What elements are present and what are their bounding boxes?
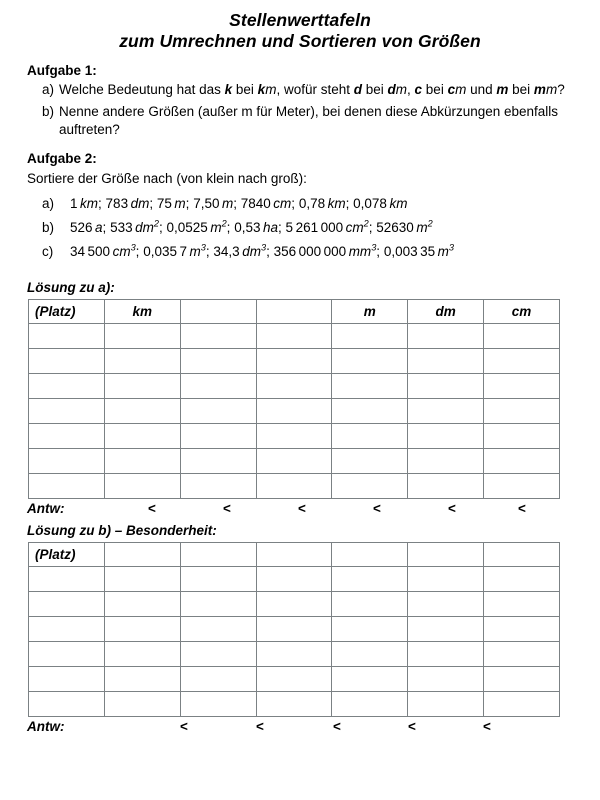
table-cell[interactable] <box>29 591 105 616</box>
table-row[interactable] <box>29 616 560 641</box>
table-cell[interactable] <box>484 641 560 666</box>
table-cell[interactable] <box>180 691 256 716</box>
table-row[interactable] <box>29 691 560 716</box>
table-row[interactable] <box>29 348 560 373</box>
table-cell[interactable] <box>332 666 408 691</box>
table-cell[interactable] <box>256 398 332 423</box>
less-than-mark: < <box>256 718 264 734</box>
table-cell[interactable] <box>408 323 484 348</box>
sort-row-a-marker: a) <box>42 195 55 211</box>
column-header-platz: (Platz) <box>29 299 105 323</box>
table-row[interactable] <box>29 591 560 616</box>
table-cell[interactable] <box>29 323 105 348</box>
column-header-km: km <box>104 299 180 323</box>
table-cell[interactable] <box>104 616 180 641</box>
table-cell[interactable] <box>332 691 408 716</box>
table-cell[interactable] <box>104 423 180 448</box>
table-row[interactable] <box>29 641 560 666</box>
column-header-m: m <box>332 299 408 323</box>
answer-label: Antw: <box>27 718 65 734</box>
table-cell[interactable] <box>408 691 484 716</box>
sort-row-b-values: 526 a; 533 $dm^2$; 0,0525 $m^2$; 0,53 ha; 5 261 000 $cm^2$; 52630 $m^2$ <box>70 218 433 235</box>
task-1-heading: Aufgabe 1: <box>27 63 97 78</box>
sort-row-b-marker: b) <box>42 219 55 235</box>
table-cell[interactable] <box>29 691 105 716</box>
table-cell[interactable] <box>29 666 105 691</box>
solution-b-answer-row <box>28 719 572 741</box>
table-cell[interactable] <box>408 373 484 398</box>
table-cell[interactable] <box>484 616 560 641</box>
table-cell[interactable] <box>256 691 332 716</box>
sort-row-b <box>42 219 572 236</box>
task-2-intro: Sortiere der Größe nach (von klein nach groß): <box>27 170 307 186</box>
table-cell[interactable] <box>332 323 408 348</box>
table-cell[interactable] <box>104 591 180 616</box>
table-cell[interactable] <box>332 423 408 448</box>
solution-a-heading: Lösung zu a): <box>27 279 115 295</box>
table-cell[interactable] <box>332 616 408 641</box>
table-cell[interactable] <box>180 473 256 498</box>
table-cell[interactable] <box>484 666 560 691</box>
table-header-row <box>29 299 560 323</box>
table-cell[interactable] <box>180 448 256 473</box>
table-cell[interactable] <box>408 616 484 641</box>
title-line-1: Stellenwerttafeln <box>229 10 371 30</box>
table-cell[interactable] <box>332 591 408 616</box>
table-cell[interactable] <box>29 398 105 423</box>
table-cell[interactable] <box>408 641 484 666</box>
task-1a <box>42 81 572 100</box>
table-cell[interactable] <box>484 373 560 398</box>
table-cell[interactable] <box>408 398 484 423</box>
table-cell[interactable] <box>29 473 105 498</box>
column-header-blank-6 <box>484 542 560 566</box>
table-cell[interactable] <box>180 348 256 373</box>
table-cell[interactable] <box>256 591 332 616</box>
table-cell[interactable] <box>484 348 560 373</box>
table-cell[interactable] <box>332 641 408 666</box>
table-row[interactable] <box>29 666 560 691</box>
table-cell[interactable] <box>180 423 256 448</box>
table-cell[interactable] <box>408 566 484 591</box>
table-cell[interactable] <box>484 423 560 448</box>
column-header-blank-4 <box>332 542 408 566</box>
table-cell[interactable] <box>180 591 256 616</box>
table-cell[interactable] <box>256 616 332 641</box>
table-cell[interactable] <box>484 473 560 498</box>
sort-row-a <box>42 195 572 212</box>
table-cell[interactable] <box>180 323 256 348</box>
table-cell[interactable] <box>332 473 408 498</box>
table-cell[interactable] <box>29 373 105 398</box>
sort-row-c-values: 34 500 $cm^3$; 0,035 7 $m^3$; 34,3 $dm^3$; 356 000 000 $mm^3$; 0,003 35 $m^3$ <box>70 242 455 259</box>
table-cell[interactable] <box>484 591 560 616</box>
table-cell[interactable] <box>29 448 105 473</box>
table-cell[interactable] <box>332 566 408 591</box>
table-cell[interactable] <box>104 566 180 591</box>
less-than-mark: < <box>298 500 306 516</box>
table-cell[interactable] <box>332 348 408 373</box>
table-row[interactable] <box>29 448 560 473</box>
table-header-row <box>29 542 560 566</box>
less-than-mark: < <box>408 718 416 734</box>
table-cell[interactable] <box>332 448 408 473</box>
column-header-platz: (Platz) <box>29 542 105 566</box>
table-cell[interactable] <box>408 666 484 691</box>
table-cell[interactable] <box>104 666 180 691</box>
table-row[interactable] <box>29 398 560 423</box>
table-cell[interactable] <box>408 423 484 448</box>
table-row[interactable] <box>29 566 560 591</box>
table-cell[interactable] <box>484 691 560 716</box>
sort-row-a-values: 1 km; 783 dm; 75 m; 7,50 m; 7840 cm; 0,78 km; 0,078 km <box>70 195 408 211</box>
task-1b-text: Nenne andere Größen (außer m für Meter), bei denen diese Abkürzungen ebenfalls auftreten? <box>59 103 559 137</box>
table-row[interactable] <box>29 423 560 448</box>
table-cell[interactable] <box>29 423 105 448</box>
column-header-blank-2 <box>256 299 332 323</box>
table-cell[interactable] <box>104 323 180 348</box>
sort-row-c-marker: c) <box>42 243 54 259</box>
table-cell[interactable] <box>104 448 180 473</box>
table-cell[interactable] <box>408 448 484 473</box>
table-row[interactable] <box>29 323 560 348</box>
table-cell[interactable] <box>180 666 256 691</box>
title-line-2: zum Umrechnen und Sortieren von Größen <box>119 31 481 51</box>
less-than-mark: < <box>518 500 526 516</box>
table-cell[interactable] <box>256 348 332 373</box>
solution-a-answer-row <box>28 501 572 523</box>
table-cell[interactable] <box>484 566 560 591</box>
table-cell[interactable] <box>256 566 332 591</box>
less-than-mark: < <box>333 718 341 734</box>
table-cell[interactable] <box>256 448 332 473</box>
answer-label: Antw: <box>27 500 65 516</box>
table-cell[interactable] <box>104 373 180 398</box>
table-cell[interactable] <box>29 641 105 666</box>
table-cell[interactable] <box>332 373 408 398</box>
table-cell[interactable] <box>29 348 105 373</box>
table-cell[interactable] <box>484 323 560 348</box>
table-cell[interactable] <box>104 348 180 373</box>
table-cell[interactable] <box>104 398 180 423</box>
table-cell[interactable] <box>484 398 560 423</box>
task-1a-marker: a) <box>42 82 55 97</box>
table-cell[interactable] <box>256 641 332 666</box>
task-1b <box>42 103 572 140</box>
table-cell[interactable] <box>29 616 105 641</box>
table-cell[interactable] <box>180 566 256 591</box>
table-cell[interactable] <box>256 373 332 398</box>
solution-b-heading: Lösung zu b) – Besonderheit: <box>27 522 217 538</box>
table-cell[interactable] <box>484 448 560 473</box>
table-cell[interactable] <box>180 398 256 423</box>
table-cell[interactable] <box>408 348 484 373</box>
less-than-mark: < <box>483 718 491 734</box>
table-cell[interactable] <box>180 641 256 666</box>
table-cell[interactable] <box>104 641 180 666</box>
task-1b-marker: b) <box>42 103 55 119</box>
column-header-dm: dm <box>408 299 484 323</box>
column-header-blank-2 <box>180 542 256 566</box>
table-cell[interactable] <box>408 473 484 498</box>
table-row[interactable] <box>29 473 560 498</box>
less-than-mark: < <box>148 500 156 516</box>
solution-a-table <box>28 299 560 499</box>
column-header-blank-1 <box>104 542 180 566</box>
table-cell[interactable] <box>408 591 484 616</box>
table-cell[interactable] <box>256 423 332 448</box>
table-cell[interactable] <box>332 398 408 423</box>
table-cell[interactable] <box>29 566 105 591</box>
table-cell[interactable] <box>180 373 256 398</box>
table-cell[interactable] <box>256 323 332 348</box>
less-than-mark: < <box>180 718 188 734</box>
less-than-mark: < <box>223 500 231 516</box>
sort-row-c <box>42 243 572 260</box>
table-row[interactable] <box>29 373 560 398</box>
column-header-cm: cm <box>484 299 560 323</box>
task-2-heading: Aufgabe 2: <box>27 150 97 166</box>
table-cell[interactable] <box>104 691 180 716</box>
solution-b-table <box>28 542 560 717</box>
page-title <box>28 10 572 52</box>
column-header-blank-5 <box>408 542 484 566</box>
column-header-blank-3 <box>256 542 332 566</box>
less-than-mark: < <box>373 500 381 516</box>
table-cell[interactable] <box>180 616 256 641</box>
column-header-blank-1 <box>180 299 256 323</box>
table-cell[interactable] <box>104 473 180 498</box>
task-1a-text: Welche Bedeutung hat das k bei km, wofür steht d bei dm, c bei cm und m bei mm? <box>59 82 565 97</box>
less-than-mark: < <box>448 500 456 516</box>
table-cell[interactable] <box>256 666 332 691</box>
table-cell[interactable] <box>256 473 332 498</box>
